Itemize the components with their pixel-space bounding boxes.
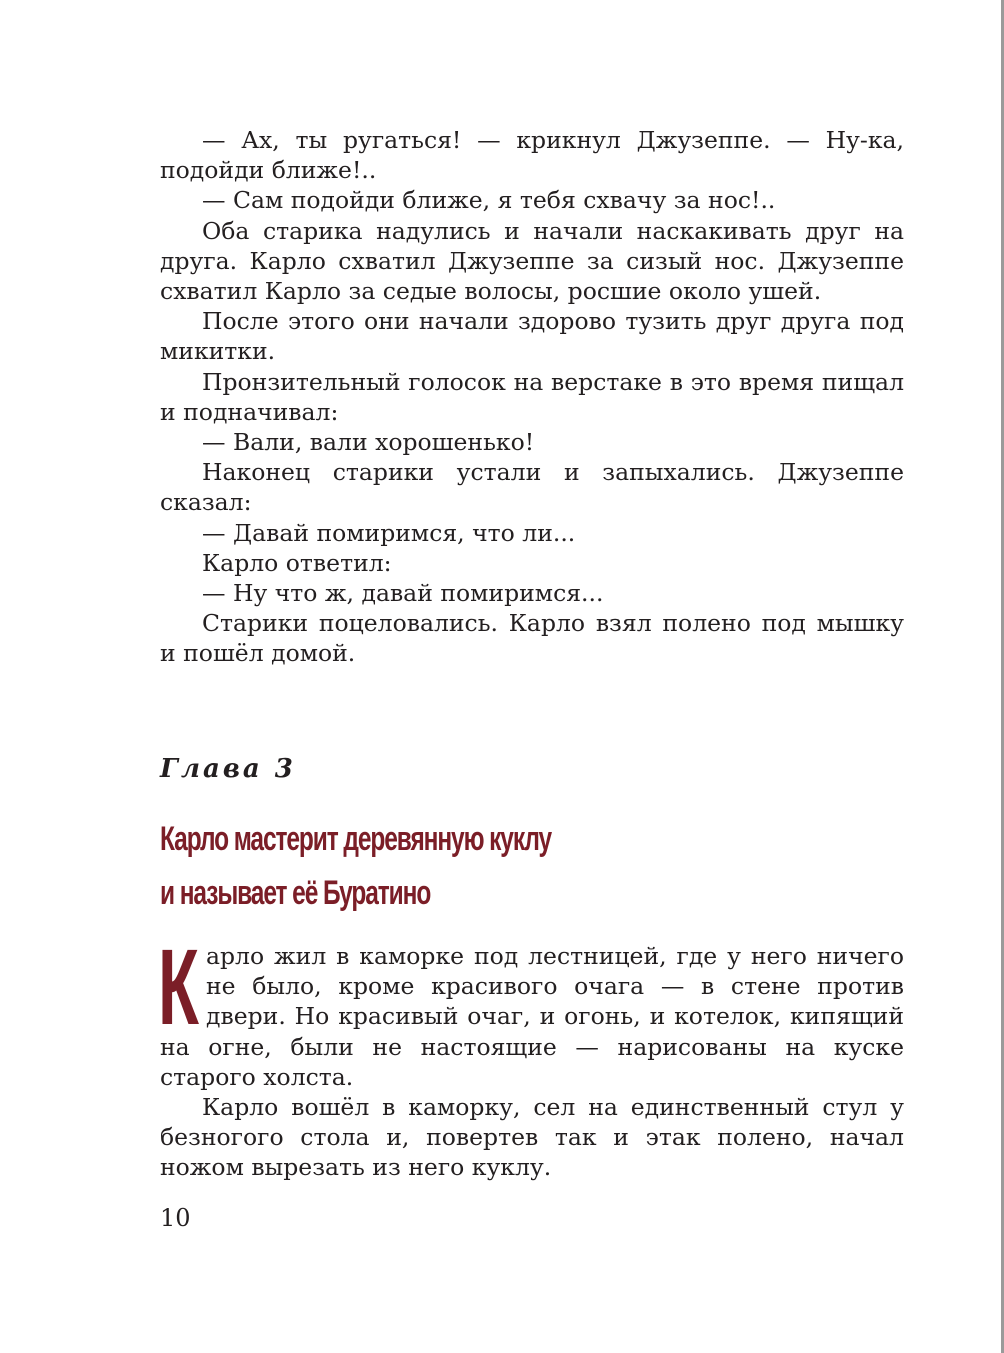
chapter-text-block	[158, 926, 904, 1183]
chapter-title-line: и называет её Буратино	[160, 874, 431, 912]
paragraph: Старики поцеловались. Карло взял полено под мышку и пошёл домой.	[160, 609, 904, 668]
paragraph: Наконец старики устали и запыхались. Джузеппе сказал:	[160, 458, 904, 517]
chapter-title-line: Карло мастерит деревянную куклу	[160, 820, 552, 858]
top-text-block	[160, 125, 904, 669]
page-number: 10	[160, 1204, 191, 1232]
paragraph: Оба старика надулись и начали наскакивать друг на друга. Карло схватил Джузеппе за сизый нос. Джузеппе схватил Карло за седые волосы, росшие около ушей.	[160, 216, 904, 306]
paragraph: — Давай помиримся, что ли...	[202, 518, 576, 547]
paragraph: После этого они начали здорово тузить друг друга под микитки.	[160, 307, 904, 366]
paragraph: Карло вошёл в каморку, сел на единственный стул у безногого стола и, повертев так и этак полено, начал ножом вырезать из него куклу.	[160, 1093, 904, 1182]
paragraph: — Вали, вали хорошенько!	[202, 428, 535, 457]
first-paragraph	[158, 926, 904, 1092]
paragraph: Пронзительный голосок на верстаке в это время пищал и подначивал:	[160, 367, 904, 426]
drop-cap: К	[158, 926, 199, 1047]
chapter-title	[160, 812, 696, 920]
paragraph: — Ах, ты ругаться! — крикнул Джузеппе. — Ну-ка, подойди ближе!..	[160, 126, 904, 185]
paragraph: — Сам подойди ближе, я тебя схвачу за нос!..	[202, 186, 776, 215]
chapter-label: Глава 3	[160, 754, 296, 784]
first-paragraph-text: арло жил в каморке под лестницей, где у него ничего не было, кроме красивого очага — в стене против двери. Но красивый очаг, и огонь, и котелок, кипящий на огне, были не настоящие — нарисованы на куске старого холста.	[160, 942, 904, 1091]
paragraph: — Ну что ж, давай помиримся...	[202, 579, 604, 608]
paragraph: Карло ответил:	[202, 548, 392, 577]
